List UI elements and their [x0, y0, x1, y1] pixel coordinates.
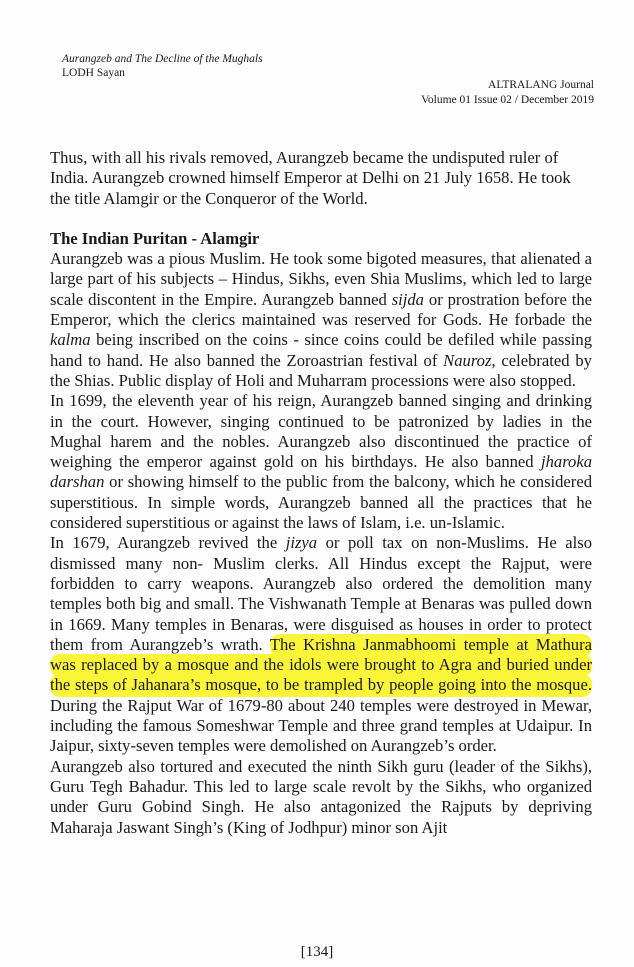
section-heading: The Indian Puritan - Alamgir: [50, 228, 260, 248]
p3-text-a: In 1679, Aurangzeb revived the: [50, 533, 286, 553]
paragraph-1: [50, 249, 592, 391]
intro-paragraph: Thus, with all his rivals removed, Aurangzeb became the undisputed ruler of India. Aurangzeb crowned himself Emperor at Delhi on 21 July 1658. He took the title Alamgir or the Conqueror of the World.: [50, 148, 571, 208]
running-header-right: [421, 78, 594, 108]
p2-text-b: or showing himself to the public from the balcony, which he considered superstitious. In simple words, Aurangzeb banned all the practices that he considered superstitious or against the laws of Islam, i.e. un-Islamic.: [50, 472, 592, 533]
p1-text-d: , celebrated by the Shias. Public display of Holi and Muharram processions were also stopped.: [50, 350, 592, 390]
p1-text-c: being inscribed on the coins - since coins could be defiled while passing hand to hand. He also banned the Zoroastrian festival of: [50, 330, 592, 370]
p3-text-c: During the Rajput War of 1679-80 about 240 temples were destroyed in Mewar, including the famous Someshwar Temple and three grand temples at Udaipur. In Jaipur, sixty-seven temples were demolished on Aurangzeb’s order.: [50, 695, 592, 756]
article-body: [50, 148, 592, 838]
journal-issue: Volume 01 Issue 02 / December 2019: [421, 94, 594, 106]
running-header-left: [62, 52, 263, 80]
term-kalma: kalma: [50, 330, 91, 350]
paragraph-2: [50, 391, 592, 533]
term-jizya: jizya: [285, 533, 318, 553]
p3-text-b: or poll tax on non-Muslims. He also dismissed many non- Muslim clerks. All Hindus except the Rajput, were forbidden to carry weapons. Aurangzeb also ordered the demolition many temples both big and small. The Vishwanath Temple at Benaras was pulled down in 1669. Many temples in Benaras, were disguised as houses in order to protect them from Aurangzeb’s wrath.: [50, 533, 593, 654]
journal-name: ALTRALANG Journal: [488, 79, 594, 91]
p1-text-b: or prostration before the Emperor, which the clerics maintained was reserved for Gods. He forbade the: [50, 289, 592, 330]
term-jharoka-darshan: jharoka darshan: [50, 452, 592, 492]
highlighted-passage: The Krishna Janmabhoomi temple at Mathura was replaced by a mosque and the idols were brought to Agra and buried under the steps of Jahanara’s mosque, to be trampled by people going into the mosque.: [50, 634, 592, 698]
term-nauroz: Nauroz: [443, 350, 492, 370]
p2-text-a: In 1699, the eleventh year of his reign, Aurangzeb banned singing and drinking in the court. However, singing continued to be patronized by ladies in the Mughal harem and the nobles. Aurangzeb also discontinued the practice of weighing the emperor against gold on his birthdays. He also banned: [50, 391, 592, 472]
term-sijda: sijda: [391, 289, 424, 309]
paragraph-3: [50, 533, 592, 756]
paper-title: Aurangzeb and The Decline of the Mughals: [62, 53, 263, 65]
author-name: LODH Sayan: [62, 67, 125, 79]
page-number: [134]: [300, 944, 334, 960]
paragraph-4: Aurangzeb also tortured and executed the ninth Sikh guru (leader of the Sikhs), Guru Tegh Bahadur. This led to large scale revolt by the Sikhs, who organized under Guru Gobind Singh. He also antagonized the Rajputs by depriving Maharaja Jaswant Singh’s (King of Jodhpur) minor son Ajit: [50, 756, 592, 837]
p1-text-a: Aurangzeb was a pious Muslim. He took some bigoted measures, that alienated a large part of his subjects – Hindus, Sikhs, even Shia Muslims, which led to large scale discontent in the Empire. Aurangzeb banned: [50, 249, 592, 309]
